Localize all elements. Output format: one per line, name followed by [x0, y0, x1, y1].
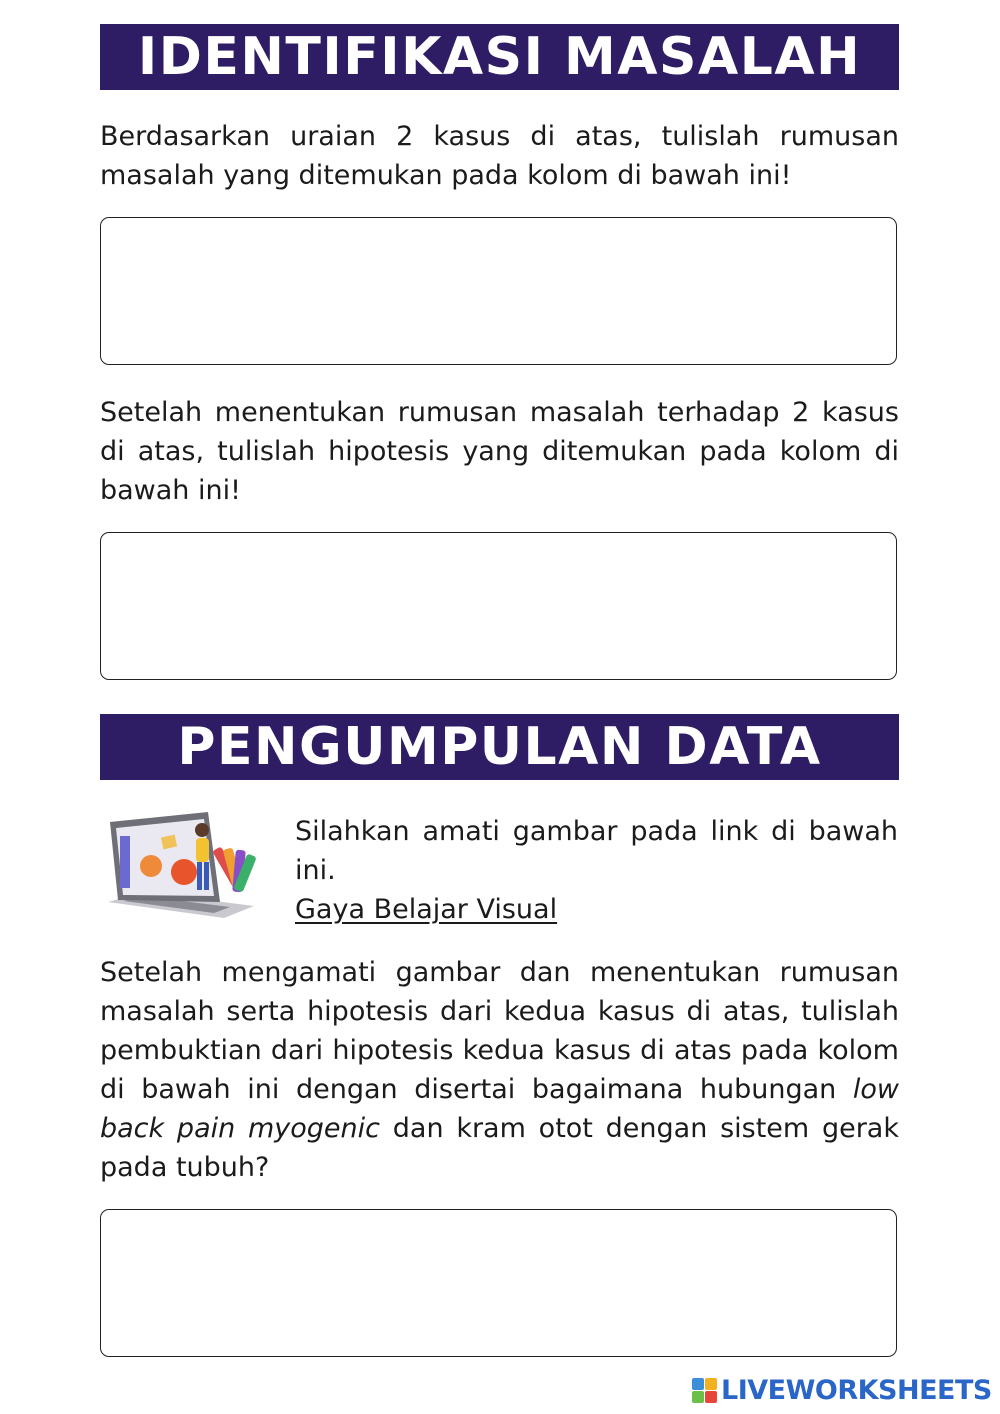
prompt-pembuktian-part2: dan kram otot dengan sistem gerak pada tubuh?: [100, 1113, 899, 1183]
data-intro-block: [295, 812, 898, 929]
prompt-rumusan-masalah: Berdasarkan uraian 2 kasus di atas, tulislah rumusan masalah yang ditemukan pada kolom di bawah ini!: [100, 121, 899, 191]
answer-box-rumusan-masalah[interactable]: [100, 217, 897, 365]
answer-input-hipotesis[interactable]: [101, 533, 896, 679]
logo-text: LIVEWORKSHEETS: [721, 1374, 992, 1406]
section-title: PENGUMPULAN DATA: [177, 717, 822, 777]
prompt-hipotesis: Setelah menentukan rumusan masalah terhadap 2 kasus di atas, tulislah hipotesis yang ditemukan pada kolom di bawah ini!: [100, 397, 899, 506]
prompt-pembuktian: [100, 953, 899, 1187]
answer-input-rumusan-masalah[interactable]: [101, 218, 896, 364]
prompt-pembuktian-italic: low back pain myogenic: [100, 1074, 899, 1144]
laptop-illustration-icon: [104, 806, 260, 924]
data-intro-text: Silahkan amati gambar pada link di bawah ini.: [295, 816, 898, 886]
answer-input-pembuktian[interactable]: [101, 1210, 896, 1356]
link-gaya-belajar-visual[interactable]: Gaya Belajar Visual: [295, 894, 558, 925]
section-banner-identifikasi: [100, 24, 899, 90]
answer-box-pembuktian[interactable]: [100, 1209, 897, 1357]
liveworksheets-logo-icon: [692, 1378, 717, 1403]
section-title: IDENTIFIKASI MASALAH: [137, 27, 862, 87]
prompt-pembuktian-part1: Setelah mengamati gambar dan menentukan rumusan masalah serta hipotesis dari kedua kasus di atas, tulislah pembuktian dari hipotesis kedua kasus di atas pada kolom di bawah ini dengan disertai bagaimana hubungan: [100, 957, 899, 1105]
answer-box-hipotesis[interactable]: [100, 532, 897, 680]
section-banner-pengumpulan-data: [100, 714, 899, 780]
liveworksheets-logo: [692, 1375, 992, 1405]
